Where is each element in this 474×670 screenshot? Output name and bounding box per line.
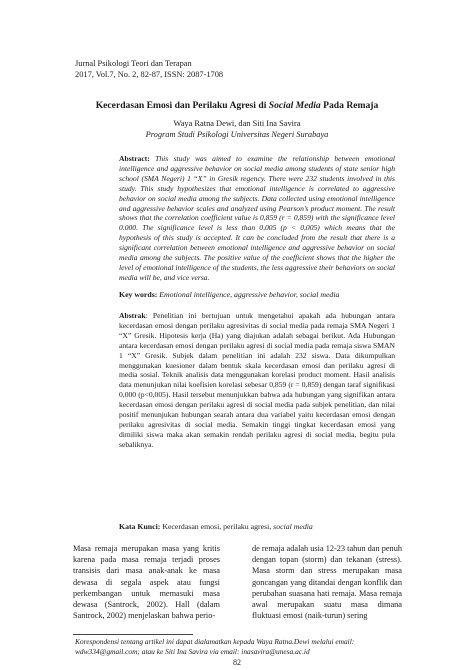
affiliation: Program Studi Psikologi Universitas Negeri Surabaya: [145, 130, 329, 139]
paper-title: [0, 100, 474, 111]
keywords-english-text: Emotional intelligence, aggressive behavior, social media: [157, 290, 340, 299]
author-list: Waya Ratna Dewi, dan Siti Ina Savira: [173, 119, 301, 128]
correspondence-footnote: Korespondensi tentang artikel ini dapat dialamatkan kepada Waya Ratna.Dewi melalui email: wdw334@gmail.com; atau ke Siti Ina Savira via email: inasavira@unesa.ac.id: [75, 637, 355, 656]
abstract-english-label: Abstract:: [119, 154, 150, 163]
title-italic: Social Media: [268, 100, 321, 111]
keywords-indonesian-italic: social media: [273, 522, 313, 531]
abstract-indonesian-label: Abstrak: [119, 311, 146, 320]
abstract-english-text: This study was aimed to examine the relationship between emotional intelligence and aggressive behavior on social media among students of state senior high school (SMA Negeri) 1 “X” in Gresik regency. There were 232 students involved in this study. This study hypothesizes that emotional intelligence is correlated to aggressive behavior on social media among the subjects. Data collected using emotional intelligence and aggressive behavior scales and analyzed using Pearson’s product moment. The result shows that the correlation coefficient value is 0,859 (r = 0,859) with the significance level 0.000. The significance level is less than 0,005 (p < 0,005) which means that the hypothesis of this study is accepted. It can be concluded from the result that there is a significant correlation between emotional intelligence and aggressive behavior on social media among the subjects. The positive value of the coefficient shows that the higher the level of emotional intelligence of the students, the less aggressive their behaviors on social media will be, and vice versa.: [119, 154, 395, 282]
title-prefix: Kecerdasan Emosi dan Perilaku Agresi di: [95, 100, 269, 111]
keywords-indonesian-label: Kata Kunci:: [119, 522, 161, 531]
journal-name: Jurnal Psikologi Teori dan Terapan: [75, 59, 192, 68]
abstract-indonesian-text: : Penelitian ini bertujuan untuk mengetahui apakah ada hubungan antara kecerdasan emosi dengan perilaku agresivitas di social media pada remaja SMA Negeri 1 “X” Gresik. Hipotesis kerja (Ha) yang diajukan adalah sebagai berikut. Ada Hubungan antara kecerdasan emosi dengan perilaku agresi di social media pada remaja siswa SMAN 1 “X” Gresik. Subjek dalam penelitian ini adalah 232 siswa. Data dikumpulkan menggunakan kuesioner dalam bentuk skala kecerdasan emosi dan perilaku agresi di media sosial. Teknik analisis data menggunakan korelasi product moment. Hasil analisis data menunjukan nilai koefisien korelasi sebesar 0,859 (r = 0,859) dengan taraf signifikasi 0,000 (p<0,005). Hasil tersebut menunjukkan bahwa ada hubungan yang signifikan antara kecerdasan emosi dengan perilaku agresi di social media pada subjek penelitian, dan nilai positif menunjukan hubungan searah antara dua variabel yaitu kecerdasan emosi dengan perilaku agresivitas di social media. Semakin tinggi tingkat kecerdasan emosi yang dimiliki siswa maka akan semakin rendah perilaku agresi di social media, begitu pula sebaliknya.: [119, 311, 395, 449]
keywords-english: [119, 290, 409, 299]
journal-citation: 2017, Vol.7, No. 2, 82-87, ISSN: 2087-1708: [75, 70, 224, 79]
journal-header: [75, 58, 223, 80]
keywords-indonesian-text: Kecerdasan emosi, perilaku agresi,: [160, 522, 274, 531]
keywords-english-label: Key words:: [119, 290, 158, 299]
page-number: 82: [233, 658, 241, 667]
abstract-english: [119, 154, 395, 283]
footnote-divider: [73, 634, 193, 635]
title-suffix: Pada Remaja: [320, 100, 379, 111]
keywords-indonesian: [119, 522, 409, 531]
abstract-indonesian: [119, 311, 395, 450]
body-column-left: Masa remaja merupakan masa yang kritis karena pada masa remaja terjadi proses transisis dari masa anak-anak ke masa dewasa di segala aspek atau fungsi perkembangan untuk memasuki masa dewasa (Santrock, 2002). Hall (dalam Santrock, 2002) menjelaskan bahwa perio-: [73, 544, 220, 621]
body-column-right: de remaja adalah usia 12-23 tahun dan penuh dengan topan (storm) dan tekanan (stress). Masa storm dan stress merupakan masa goncangan yang ditandai dengan konflik dan perubahan suasana hati remaja. Masa remaja awal merupakan suatu masa dimana fluktuasi emosi (naik-turun) sering: [252, 544, 402, 621]
